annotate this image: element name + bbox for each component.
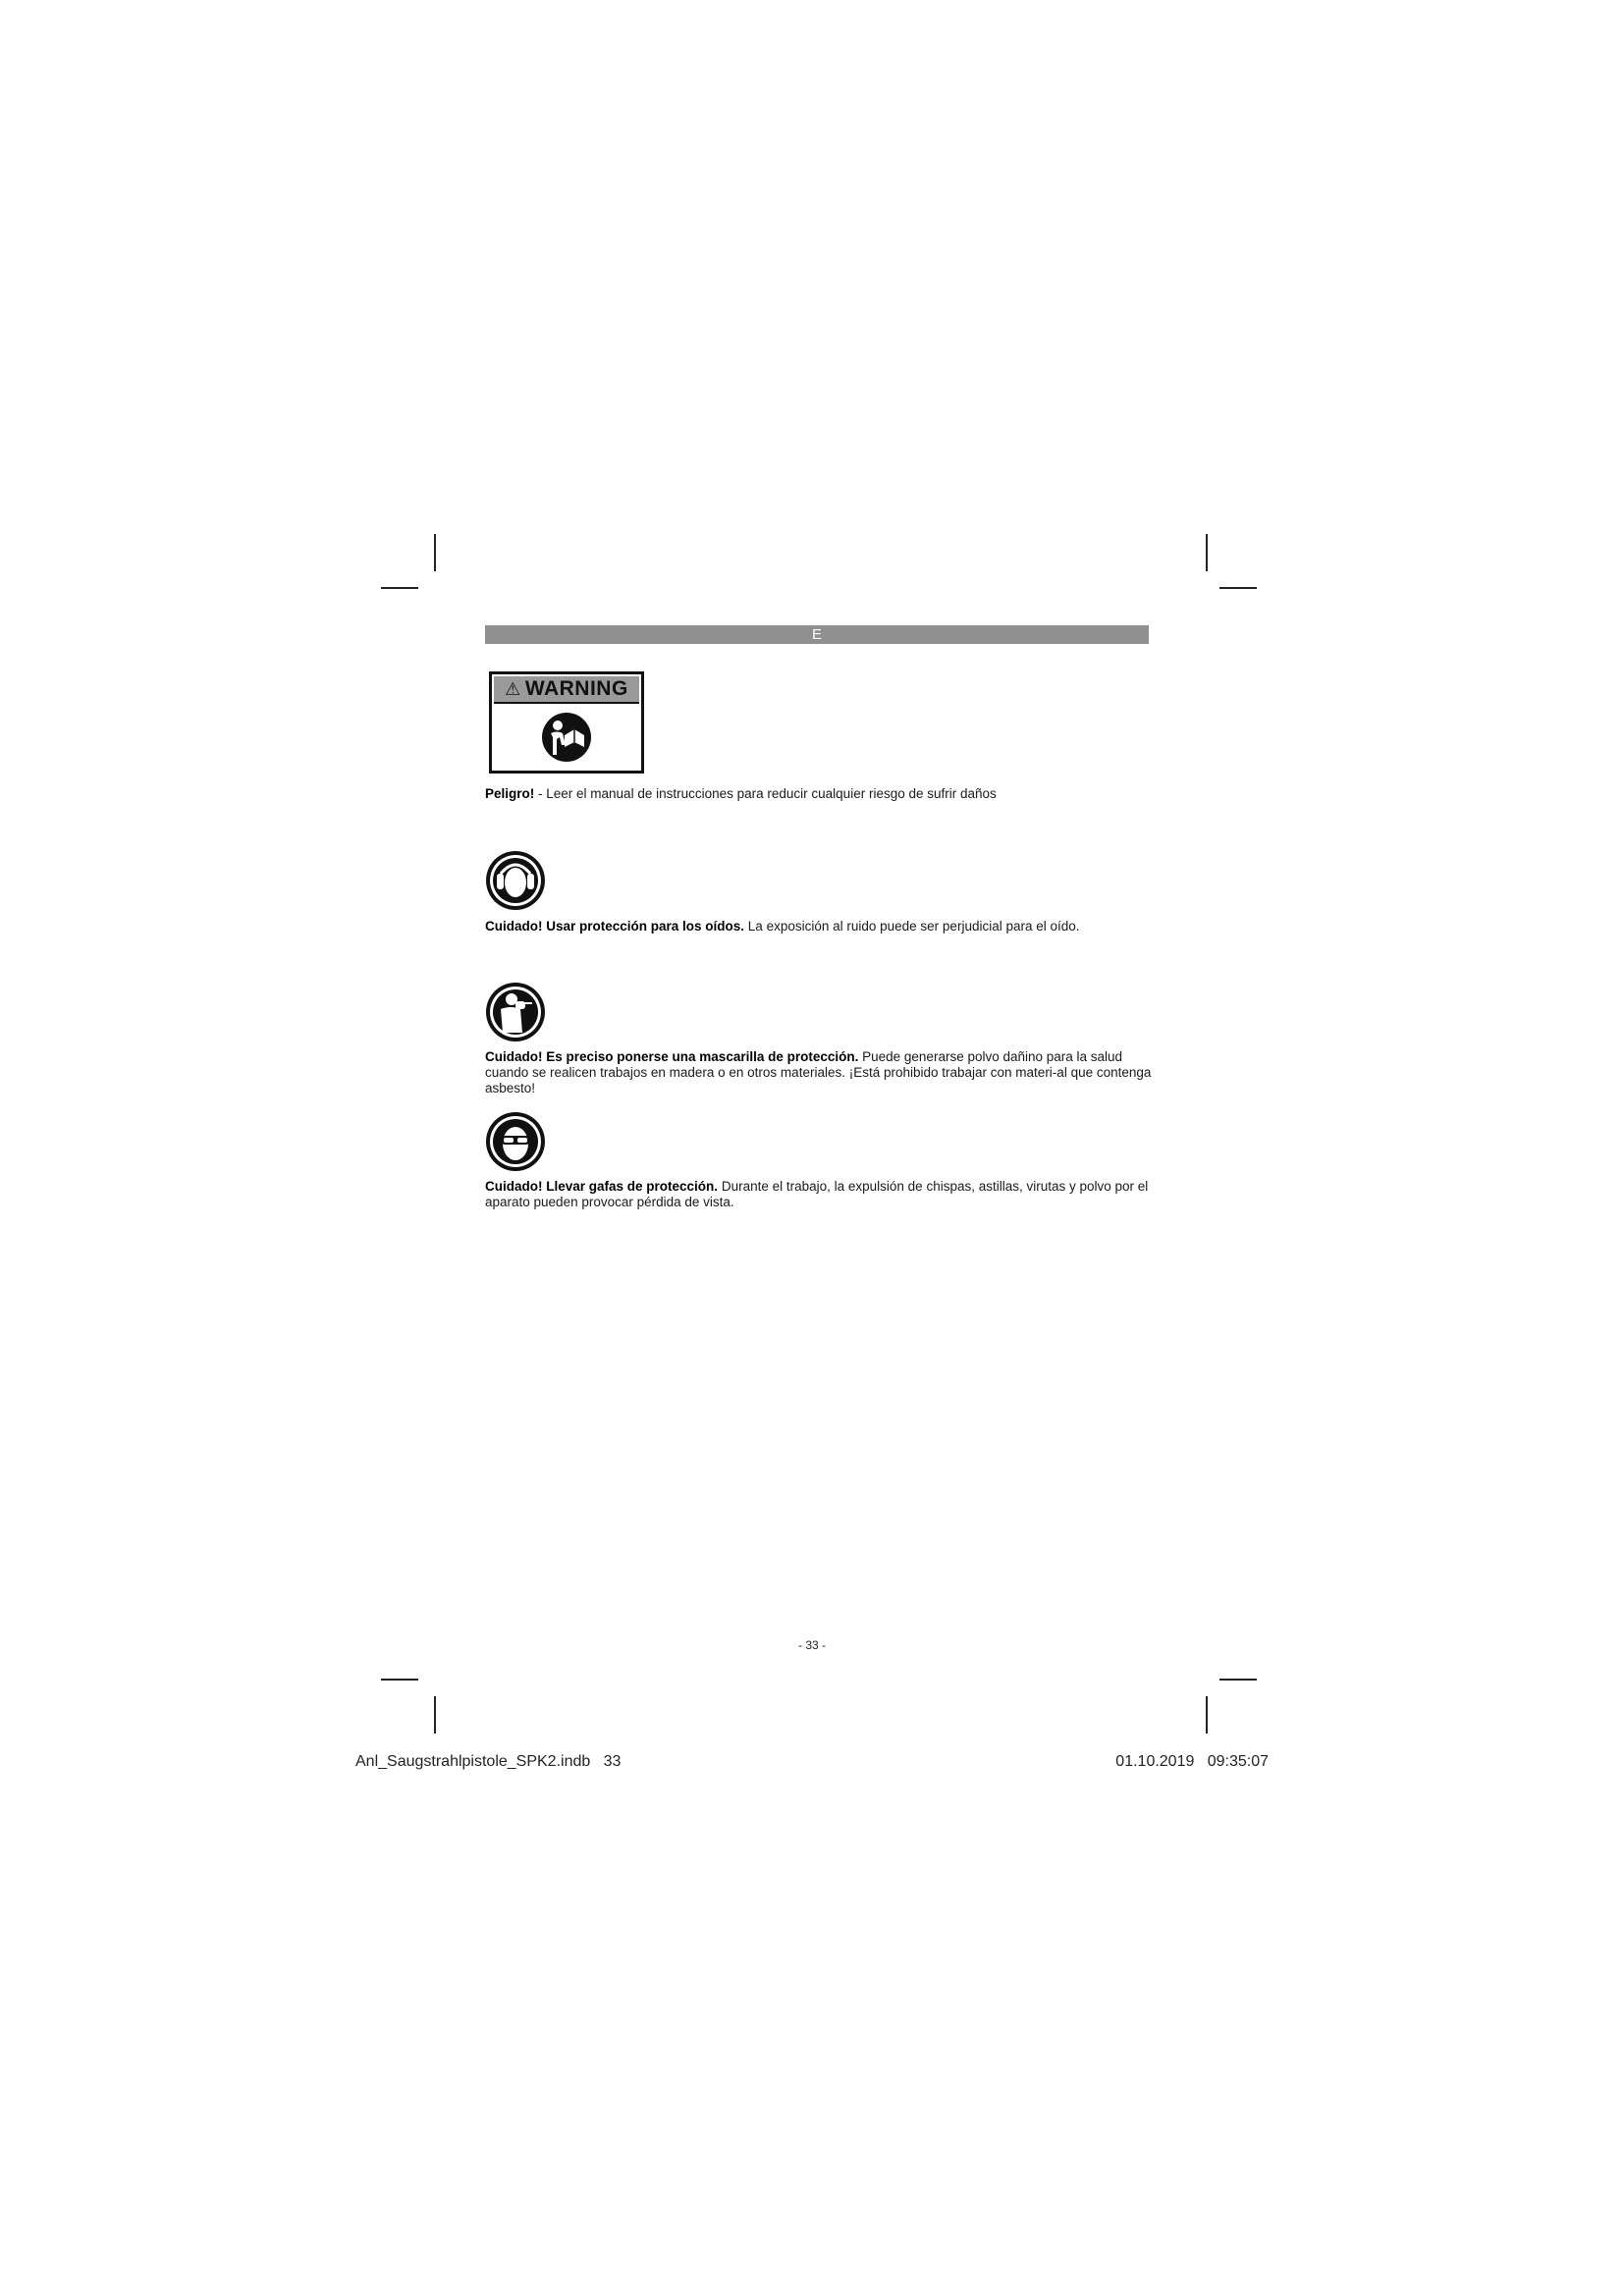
section-lead: Cuidado! Llevar gafas de protección. — [485, 1179, 719, 1194]
crop-mark — [434, 534, 436, 571]
section-read-manual — [485, 786, 1155, 802]
section-dust-mask — [485, 1049, 1155, 1096]
safety-goggles-icon — [485, 1111, 546, 1172]
footer-file-info: Anl_Saugstrahlpistole_SPK2.indb 33 — [355, 1753, 622, 1770]
section-text: La exposición al ruido puede ser perjudicial para el oído. — [744, 919, 1080, 934]
section-lead: Cuidado! Es preciso ponerse una mascarilla de protección. — [485, 1049, 859, 1064]
warning-label: WARNING — [524, 677, 628, 700]
crop-mark — [381, 587, 418, 589]
section-ear-protection — [485, 919, 1155, 934]
footer-timestamp: 01.10.2019 09:35:07 — [1115, 1753, 1269, 1770]
section-lead: Cuidado! Usar protección para los oídos. — [485, 919, 745, 934]
section-lead: Peligro! — [485, 786, 535, 801]
section-safety-goggles — [485, 1179, 1155, 1210]
crop-mark — [1206, 534, 1208, 571]
crop-mark — [381, 1679, 418, 1681]
warning-header — [494, 676, 639, 704]
section-text: - Leer el manual de instrucciones para reducir cualquier riesgo de sufrir daños — [534, 786, 997, 801]
warning-triangle-icon: ⚠ — [505, 679, 521, 699]
ear-protection-icon — [485, 850, 546, 911]
language-code: E — [811, 626, 822, 643]
read-manual-icon — [541, 712, 592, 763]
dust-mask-icon — [485, 982, 546, 1042]
section-text: Puede generarse polvo dañino para la salud cuando se realicen trabajos en madera o en otros materiales. ¡Está prohibido trabajar con materi-al que contenga asbesto! — [485, 1049, 1152, 1095]
crop-mark — [1219, 587, 1257, 589]
page-number: - 33 - — [797, 1638, 826, 1652]
crop-mark — [1219, 1679, 1257, 1681]
language-bar — [485, 625, 1149, 644]
crop-mark — [1206, 1696, 1208, 1734]
section-text: Durante el trabajo, la expulsión de chispas, astillas, virutas y polvo por el aparato pueden provocar pérdida de vista. — [485, 1179, 1149, 1209]
warning-box — [489, 671, 644, 774]
crop-mark — [434, 1696, 436, 1734]
